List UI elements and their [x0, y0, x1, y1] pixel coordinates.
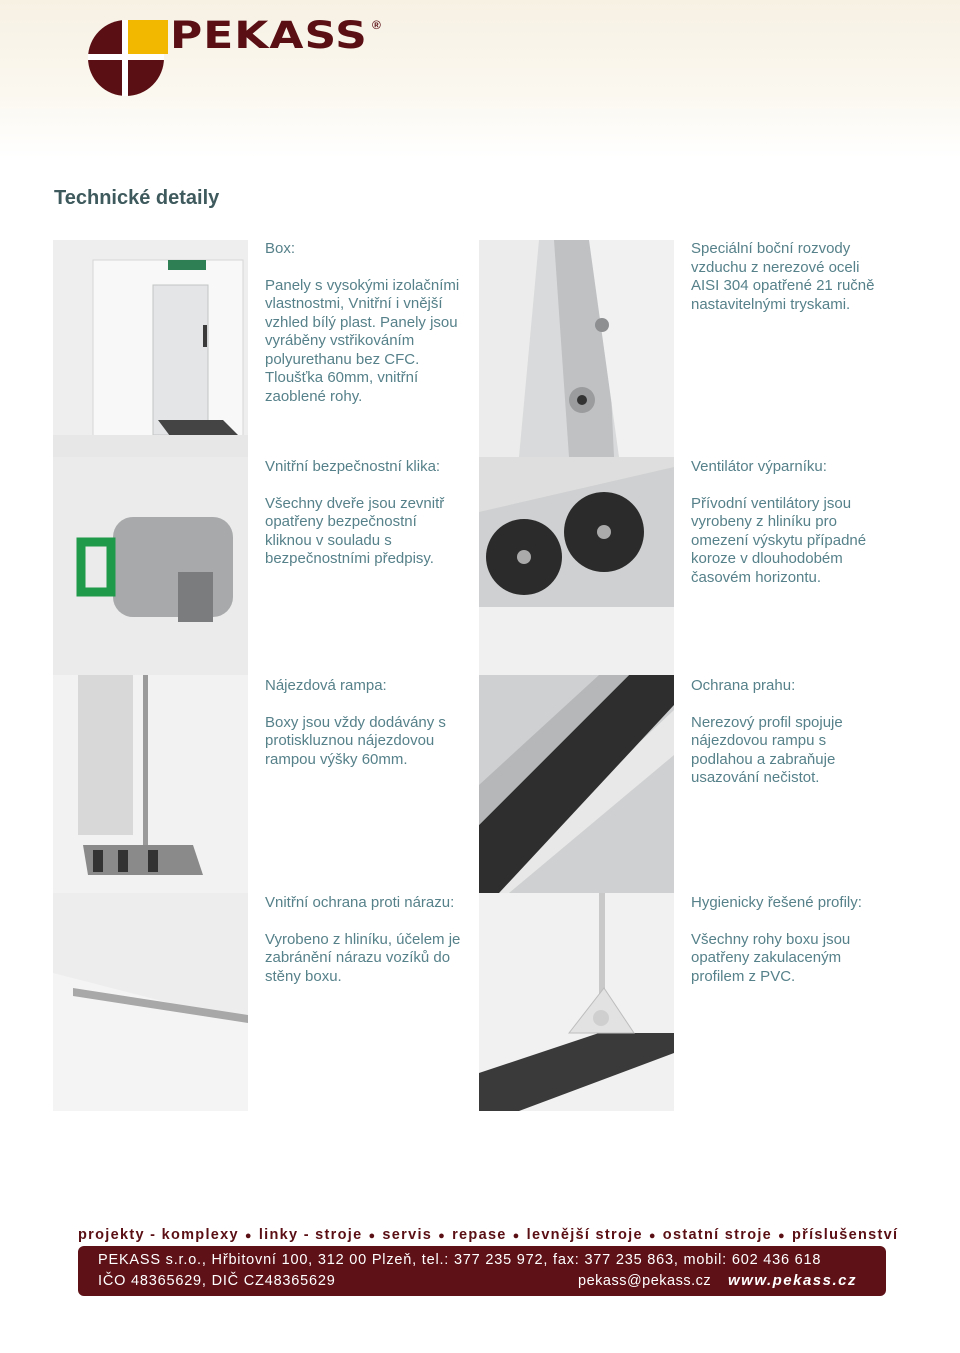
block-heading: Box:: [265, 240, 296, 257]
footer-nav-item: linky - stroje: [258, 1227, 363, 1243]
bullet-icon: ●: [438, 1230, 447, 1242]
footer-company-ids: IČO 48365629, DIČ CZ48365629: [98, 1273, 336, 1289]
bullet-icon: ●: [244, 1230, 253, 1242]
photo-impact-protection: [53, 893, 248, 1111]
footer-address: PEKASS s.r.o., Hřbitovní 100, 312 00 Plzeň, tel.: 377 235 972, fax: 377 235 863, mobil: 602 436 618: [98, 1252, 822, 1268]
bullet-icon: ●: [512, 1230, 521, 1242]
registered-mark: ®: [372, 18, 381, 32]
photo-box: [53, 240, 248, 457]
page-title: Technické detaily: [54, 187, 220, 209]
footer-nav: [78, 1227, 899, 1243]
footer-nav-item: příslušenství: [792, 1227, 899, 1243]
footer-nav-item: projekty - komplexy: [78, 1227, 239, 1243]
block-body: Vyrobeno z hliníku, účelem je zabránění nárazu vozíků do stěny boxu.: [265, 930, 461, 985]
footer-website-link[interactable]: www.pekass.cz: [728, 1272, 857, 1289]
block-body: Boxy jsou vždy dodávány s protiskluznou nájezdovou rampou výšky 60mm.: [265, 713, 446, 768]
block-body: Nerezový profil spojuje nájezdovou rampu s podlahou a zabraňuje usazování nečistot.: [691, 713, 843, 786]
logo-mark-icon: [86, 14, 170, 98]
block-body: Speciální boční rozvody vzduchu z nerezové oceli AISI 304 opatřené 21 ručně nastavitelnými tryskami.: [691, 240, 875, 313]
block-body: Všechny dveře jsou zevnitř opatřeny bezpečnostní kliknou v souladu s bezpečnostními předpisy.: [265, 494, 445, 567]
bullet-icon: ●: [778, 1230, 786, 1242]
block-heading: Vnitřní bezpečnostní klika:: [265, 458, 441, 475]
block-heading: Ventilátor výparníku:: [691, 458, 827, 475]
text-block-box: [265, 240, 465, 406]
photo-air-ducts: [479, 240, 674, 457]
block-body: Panely s vysokými izolačními vlastnostmi, Vnitřní i vnější vzhled bílý plast. Panely jsou vyráběny vstřikováním polyurethanu bez CFC. Tloušťka 60mm, vnitřní zaoblené rohy.: [265, 276, 460, 405]
block-heading: Hygienicky řešené profily:: [691, 894, 862, 911]
text-block-air-ducts: [691, 240, 891, 314]
photo-ramp: [53, 675, 248, 893]
photo-safety-handle: [53, 457, 248, 675]
block-body: Všechny rohy boxu jsou opatřeny zakulaceným profilem z PVC.: [691, 930, 851, 985]
block-heading: Nájezdová rampa:: [265, 677, 387, 694]
footer-email-link[interactable]: pekass@pekass.cz: [578, 1273, 712, 1289]
footer-nav-item: servis: [382, 1227, 433, 1243]
bullet-icon: ●: [648, 1230, 657, 1242]
footer-nav-item: ostatní stroje: [662, 1227, 773, 1243]
brand-name: PEKASS: [170, 14, 368, 58]
footer-contact-bar: [78, 1246, 886, 1296]
text-block-safety-handle: [265, 458, 465, 569]
photo-evaporator-fans: [479, 457, 674, 675]
photo-threshold: [479, 675, 674, 893]
bullet-icon: ●: [368, 1230, 377, 1242]
block-body: Přívodní ventilátory jsou vyrobeny z hliníku pro omezení výskytu případné koroze v dlouhodobém časovém horizontu.: [691, 494, 867, 586]
block-heading: Ochrana prahu:: [691, 677, 796, 694]
text-block-pvc-profiles: [691, 894, 891, 986]
photo-pvc-corner: [479, 893, 674, 1111]
text-block-ramp: [265, 677, 465, 769]
footer-nav-item: levnější stroje: [526, 1227, 643, 1243]
text-block-fans: [691, 458, 891, 587]
text-block-threshold: [691, 677, 891, 788]
block-heading: Vnitřní ochrana proti nárazu:: [265, 894, 455, 911]
text-block-impact-protection: [265, 894, 465, 986]
footer-nav-item: repase: [452, 1227, 507, 1243]
